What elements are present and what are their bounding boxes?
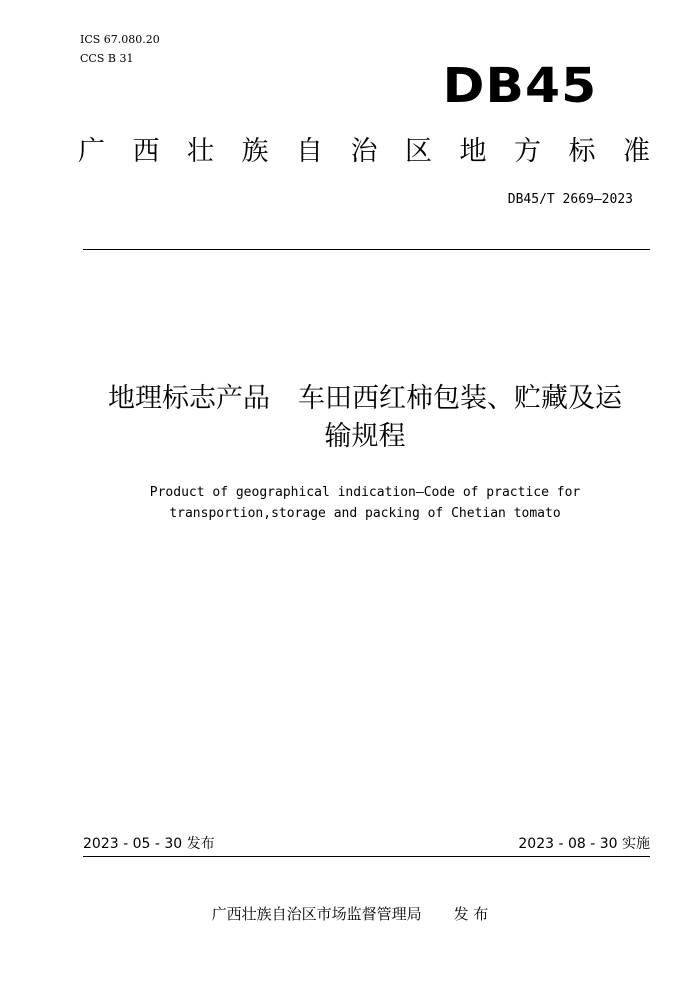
title-line-2: 输规程 — [324, 421, 406, 452]
standard-logo: DB45 — [442, 58, 597, 114]
standard-type-char: 区 — [405, 136, 432, 167]
standard-type-char: 壮 — [187, 136, 214, 167]
standard-type-char: 族 — [241, 136, 269, 167]
en-title-line-2: transportion,storage and packing of Chetian tomato — [169, 506, 561, 521]
ics-code: ICS 67.080.20 — [80, 33, 160, 46]
implementation-date: 2023 - 08 - 30 实施 — [518, 836, 650, 852]
standard-type-char: 准 — [623, 136, 650, 167]
top-divider — [83, 249, 650, 250]
en-title-line-1: Product of geographical indication—Code of practice for — [149, 485, 581, 500]
title-part-2: 车田西红柿包装、贮藏及运 — [298, 383, 622, 414]
standard-type-char: 治 — [350, 136, 378, 167]
standard-type-char: 地 — [459, 136, 487, 167]
ccs-code: CCS B 31 — [80, 52, 134, 65]
issuer-action: 发 布 — [453, 905, 489, 923]
standard-type-char: 方 — [514, 136, 541, 167]
issuer-line — [0, 904, 700, 924]
standard-type-char: 标 — [568, 136, 596, 167]
standard-type-char: 广 — [78, 136, 105, 167]
standard-type-char: 自 — [296, 136, 323, 167]
standard-type-title — [78, 134, 650, 170]
issuer-name: 广西壮族自治区市场监督管理局 — [211, 905, 422, 923]
bottom-divider — [83, 856, 650, 857]
standard-number: DB45/T 2669—2023 — [507, 192, 633, 207]
title-line-1 — [70, 380, 660, 418]
document-title-en — [60, 482, 670, 524]
title-part-1: 地理标志产品 — [108, 383, 270, 414]
document-title-zh — [70, 380, 660, 456]
standard-type-char: 西 — [132, 136, 160, 167]
issue-date: 2023 - 05 - 30 发布 — [83, 836, 215, 852]
